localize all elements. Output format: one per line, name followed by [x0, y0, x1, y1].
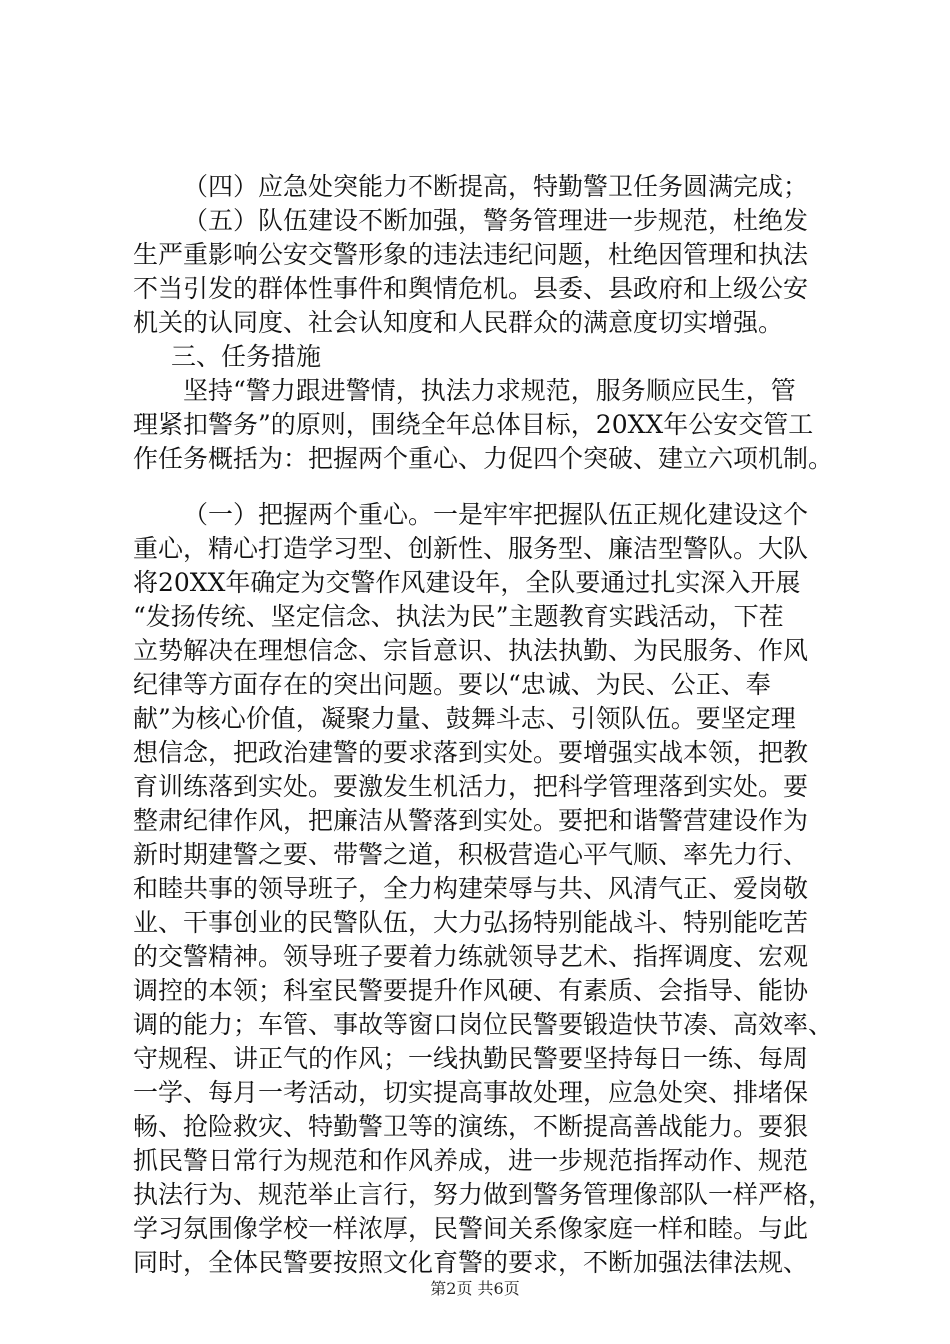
paragraph-gap	[133, 476, 833, 498]
paragraph-line: 守规程、讲正气的作风；一线执勤民警要坚持每日一练、每周	[133, 1044, 809, 1073]
paragraph-line: 学习氛围像学校一样浓厚，民警间关系像家庭一样和睦。与此	[133, 1214, 809, 1243]
document-body	[133, 170, 833, 1280]
paragraph-line: 执法行为、规范举止言行，努力做到警务管理像部队一样严格，	[133, 1180, 834, 1209]
paragraph-line: 重心，精心打造学习型、创新性、服务型、廉洁型警队。大队	[133, 534, 809, 563]
section-heading: 三、任务措施	[171, 342, 322, 371]
paragraph-line: 调的能力；车管、事故等窗口岗位民警要锻造快节凑、高效率、	[133, 1010, 834, 1039]
paragraph-line: 将20XX年确定为交警作风建设年，全队要通过扎实深入开展	[133, 568, 801, 597]
paragraph-line: 和睦共事的领导班子，全力构建荣辱与共、风清气正、爱岗敬	[133, 874, 809, 903]
paragraph-line: 的交警精神。领导班子要着力练就领导艺术、指挥调度、宏观	[133, 942, 809, 971]
paragraph-line: 不当引发的群体性事件和舆情危机。县委、县政府和上级公安	[133, 274, 809, 303]
paragraph-line: 同时，全体民警要按照文化育警的要求，不断加强法律法规、	[133, 1248, 809, 1277]
paragraph-line: 理紧扣警务”的原则，围绕全年总体目标，20XX年公安交管工	[133, 410, 814, 439]
paragraph-line: 抓民警日常行为规范和作风养成，进一步规范指挥动作、规范	[133, 1146, 809, 1175]
paragraph-line: 机关的认同度、社会认知度和人民群众的满意度切实增强。	[133, 308, 784, 337]
paragraph-line: 生严重影响公安交警形象的违法违纪问题，杜绝因管理和执法	[133, 240, 809, 269]
paragraph-line: （五）队伍建设不断加强，警务管理进一步规范，杜绝发	[183, 206, 809, 235]
paragraph-line: （四）应急处突能力不断提高，特勤警卫任务圆满完成；	[183, 172, 809, 201]
paragraph-line: 立势解决在理想信念、宗旨意识、执法执勤、为民服务、作风	[133, 636, 809, 665]
page-number-footer: 第2页 共6页	[430, 1279, 520, 1298]
paragraph-line: 新时期建警之要、带警之道，积极营造心平气顺、率先力行、	[133, 840, 809, 869]
paragraph-line: 作任务概括为：把握两个重心、力促四个突破、建立六项机制。	[133, 444, 834, 473]
paragraph-line: 献”为核心价值，凝聚力量、鼓舞斗志、引领队伍。要坚定理	[133, 704, 796, 733]
paragraph-line: 调控的本领；科室民警要提升作风硬、有素质、会指导、能协	[133, 976, 809, 1005]
paragraph-line: 育训练落到实处。要激发生机活力，把科学管理落到实处。要	[133, 772, 809, 801]
paragraph-line: 一学、每月一考活动，切实提高事故处理，应急处突、排堵保	[133, 1078, 809, 1107]
paragraph-line: “发扬传统、坚定信念、执法为民”主题教育实践活动，下茬	[133, 602, 784, 631]
paragraph-line: 想信念，把政治建警的要求落到实处。要增强实战本领，把教	[133, 738, 809, 767]
paragraph-line: 整肃纪律作风，把廉洁从警落到实处。要把和谐警营建设作为	[133, 806, 809, 835]
paragraph-line: （一）把握两个重心。一是牢牢把握队伍正规化建设这个	[183, 500, 809, 529]
paragraph-line: 畅、抢险救灾、特勤警卫等的演练，不断提高善战能力。要狠	[133, 1112, 809, 1141]
paragraph-line: 业、干事创业的民警队伍，大力弘扬特别能战斗、特别能吃苦	[133, 908, 809, 937]
paragraph-line: 纪律等方面存在的突出问题。要以“忠诚、为民、公正、奉	[133, 670, 771, 699]
paragraph-line: 坚持“警力跟进警情，执法力求规范，服务顺应民生，管	[183, 376, 796, 405]
